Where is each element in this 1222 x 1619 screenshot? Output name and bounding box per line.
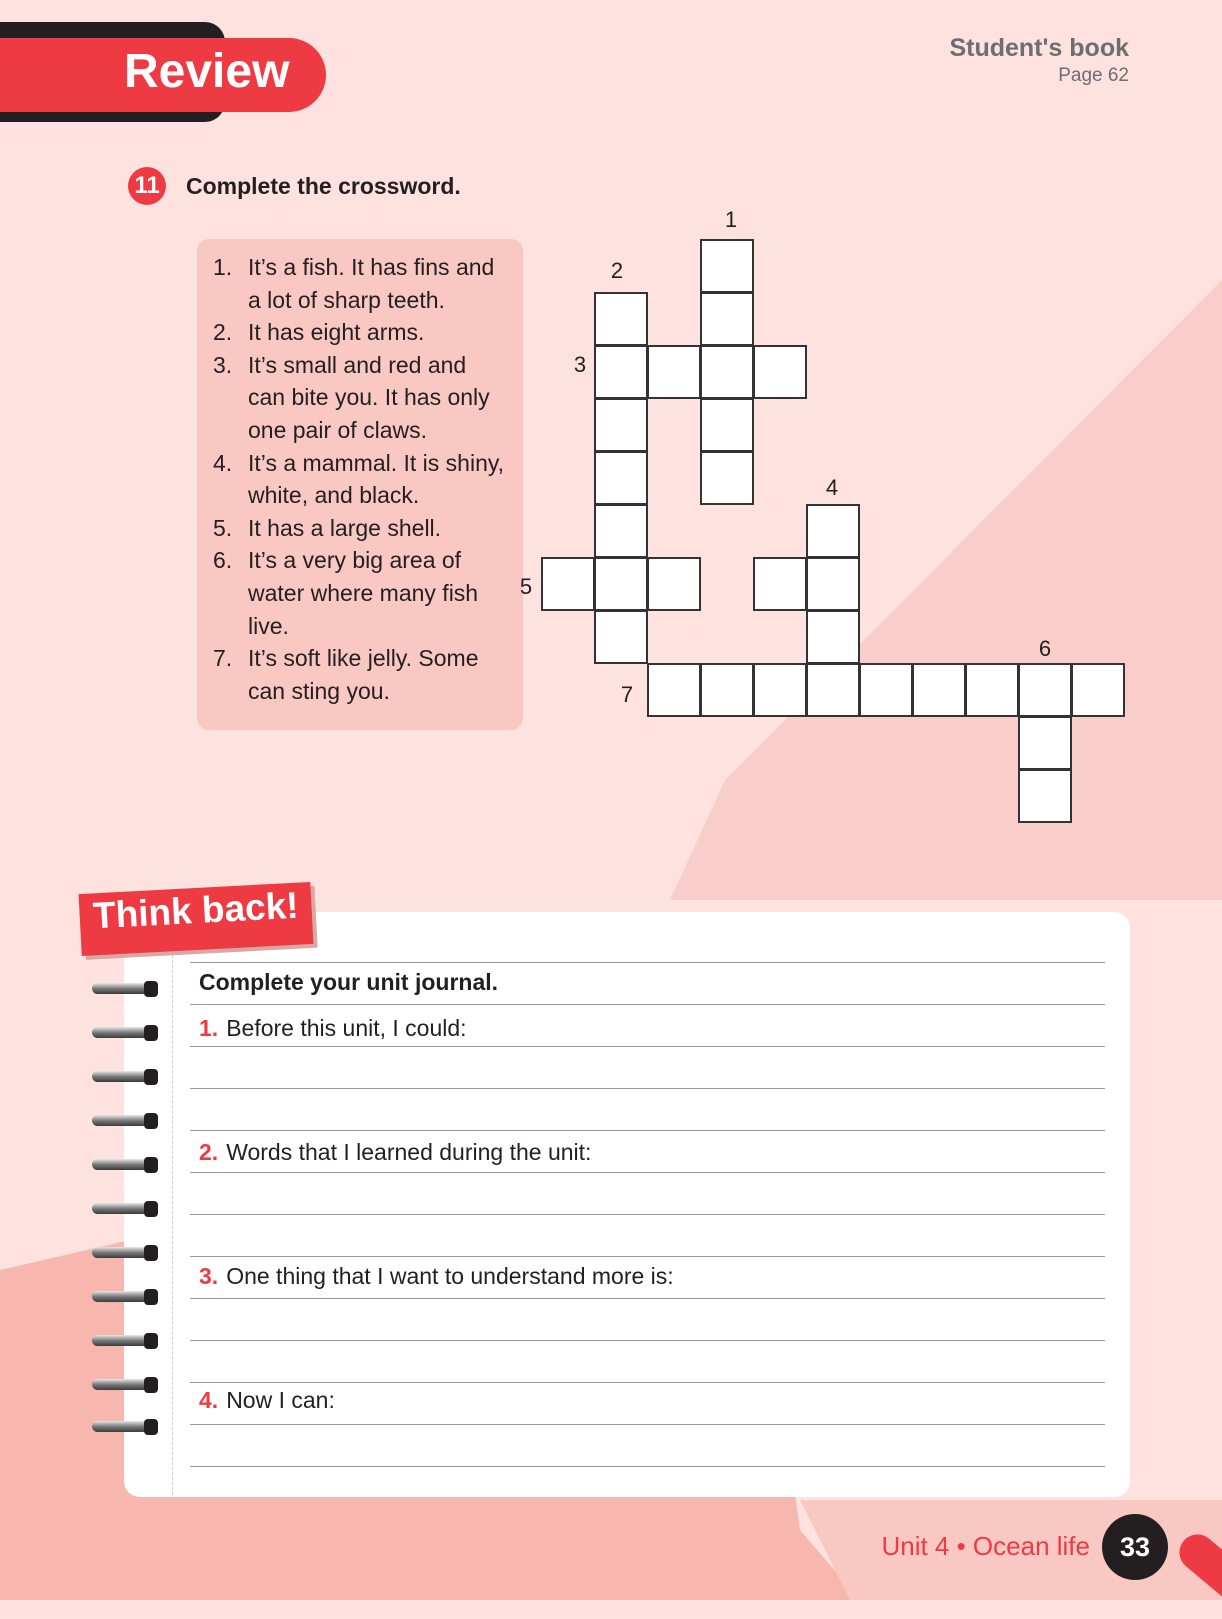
journal-prompt-2: 2. Words that I learned during the unit: (199, 1139, 592, 1165)
clue-item: 3. It’s small and red and can bite you. It has only one pair of claws. (213, 351, 490, 443)
crossword-cell[interactable] (647, 557, 701, 611)
book-title: Student's book (949, 34, 1129, 62)
spiral-ring-icon (92, 1069, 158, 1085)
crossword-cell[interactable] (594, 557, 648, 611)
crossword-cell[interactable] (647, 345, 701, 399)
crossword-cell[interactable] (753, 663, 807, 717)
crossword-cell[interactable] (1018, 716, 1072, 770)
grid-number-1: 1 (724, 207, 738, 232)
journal-rule (190, 962, 1105, 963)
crossword-cell[interactable] (700, 239, 754, 293)
clue-box (197, 239, 523, 730)
spiral-ring-icon (92, 1113, 158, 1129)
journal-rule (190, 1046, 1105, 1047)
journal-rule (190, 1004, 1105, 1005)
journal-rule[interactable] (190, 1214, 1105, 1215)
spiral-ring-icon (92, 1377, 158, 1393)
page-number: 33 (1102, 1514, 1168, 1580)
journal-rule (190, 1172, 1105, 1173)
journal-rule[interactable] (190, 1088, 1105, 1089)
clue-item: 6. It’s a very big area of water where many fish live. (213, 547, 479, 639)
crossword-cell[interactable] (806, 610, 860, 664)
exercise-number-badge: 11 (128, 167, 166, 205)
crossword-cell[interactable] (753, 345, 807, 399)
clue-item: 7. It’s soft like jelly. Some can sting you. (213, 645, 479, 704)
exercise-instruction: Complete the crossword. (186, 173, 461, 199)
crossword-cell[interactable] (965, 663, 1019, 717)
spiral-ring-icon (92, 1419, 158, 1435)
crossword-cell[interactable] (700, 451, 754, 505)
clue-list (197, 239, 523, 707)
journal-rule (190, 1298, 1105, 1299)
journal-margin-line (172, 950, 173, 1495)
crossword-cell[interactable] (594, 610, 648, 664)
book-page-reference: Page 62 (1058, 65, 1129, 86)
crossword-cell[interactable] (806, 663, 860, 717)
grid-number-6: 6 (1038, 636, 1052, 661)
crossword-cell[interactable] (806, 557, 860, 611)
crossword-cell[interactable] (700, 663, 754, 717)
journal-prompt-4: 4. Now I can: (199, 1387, 335, 1413)
crossword-cell[interactable] (700, 292, 754, 346)
section-title: Review (124, 45, 290, 98)
crossword-cell[interactable] (1018, 663, 1072, 717)
journal-rule (190, 1424, 1105, 1425)
crossword-cell[interactable] (594, 292, 648, 346)
crossword-cell[interactable] (594, 451, 648, 505)
crossword-cell[interactable] (700, 345, 754, 399)
spiral-ring-icon (92, 1333, 158, 1349)
journal-heading: Complete your unit journal. (199, 969, 499, 995)
journal-prompt-1: 1. Before this unit, I could: (199, 1015, 467, 1041)
crossword-cell[interactable] (647, 663, 701, 717)
journal-rule[interactable] (190, 1130, 1105, 1131)
unit-label: Unit 4 • Ocean life (881, 1531, 1090, 1561)
crossword-cell[interactable] (594, 504, 648, 558)
spiral-ring-icon (92, 1201, 158, 1217)
crossword-cell[interactable] (806, 504, 860, 558)
crossword-cell[interactable] (912, 663, 966, 717)
journal-rule[interactable] (190, 1340, 1105, 1341)
think-back-title: Think back! (92, 884, 300, 937)
crossword-cell[interactable] (594, 398, 648, 452)
crossword-cell[interactable] (541, 557, 595, 611)
clue-item: 2. It has eight arms. (213, 319, 425, 346)
grid-number-2: 2 (610, 258, 624, 283)
clue-item: 1. It’s a fish. It has fins and a lot of sharp teeth. (213, 254, 495, 313)
grid-number-3: 3 (573, 352, 587, 377)
spiral-ring-icon (92, 1025, 158, 1041)
spiral-ring-icon (92, 1289, 158, 1305)
journal-rule[interactable] (190, 1382, 1105, 1383)
crossword-cell[interactable] (1018, 769, 1072, 823)
spiral-ring-icon (92, 981, 158, 997)
crossword-cell[interactable] (753, 557, 807, 611)
crossword-cell[interactable] (859, 663, 913, 717)
spiral-ring-icon (92, 1245, 158, 1261)
journal-prompt-3: 3. One thing that I want to understand more is: (199, 1263, 674, 1289)
crossword-cell[interactable] (1071, 663, 1125, 717)
spiral-ring-icon (92, 1157, 158, 1173)
crossword-cell[interactable] (700, 398, 754, 452)
grid-number-5: 5 (519, 574, 533, 599)
clue-item: 5. It has a large shell. (213, 514, 442, 541)
journal-rule[interactable] (190, 1256, 1105, 1257)
journal-rule[interactable] (190, 1466, 1105, 1467)
grid-number-4: 4 (825, 475, 839, 500)
clue-item: 4. It’s a mammal. It is shiny, white, and black. (213, 449, 505, 509)
grid-number-7: 7 (620, 682, 634, 707)
crossword-cell[interactable] (594, 345, 648, 399)
